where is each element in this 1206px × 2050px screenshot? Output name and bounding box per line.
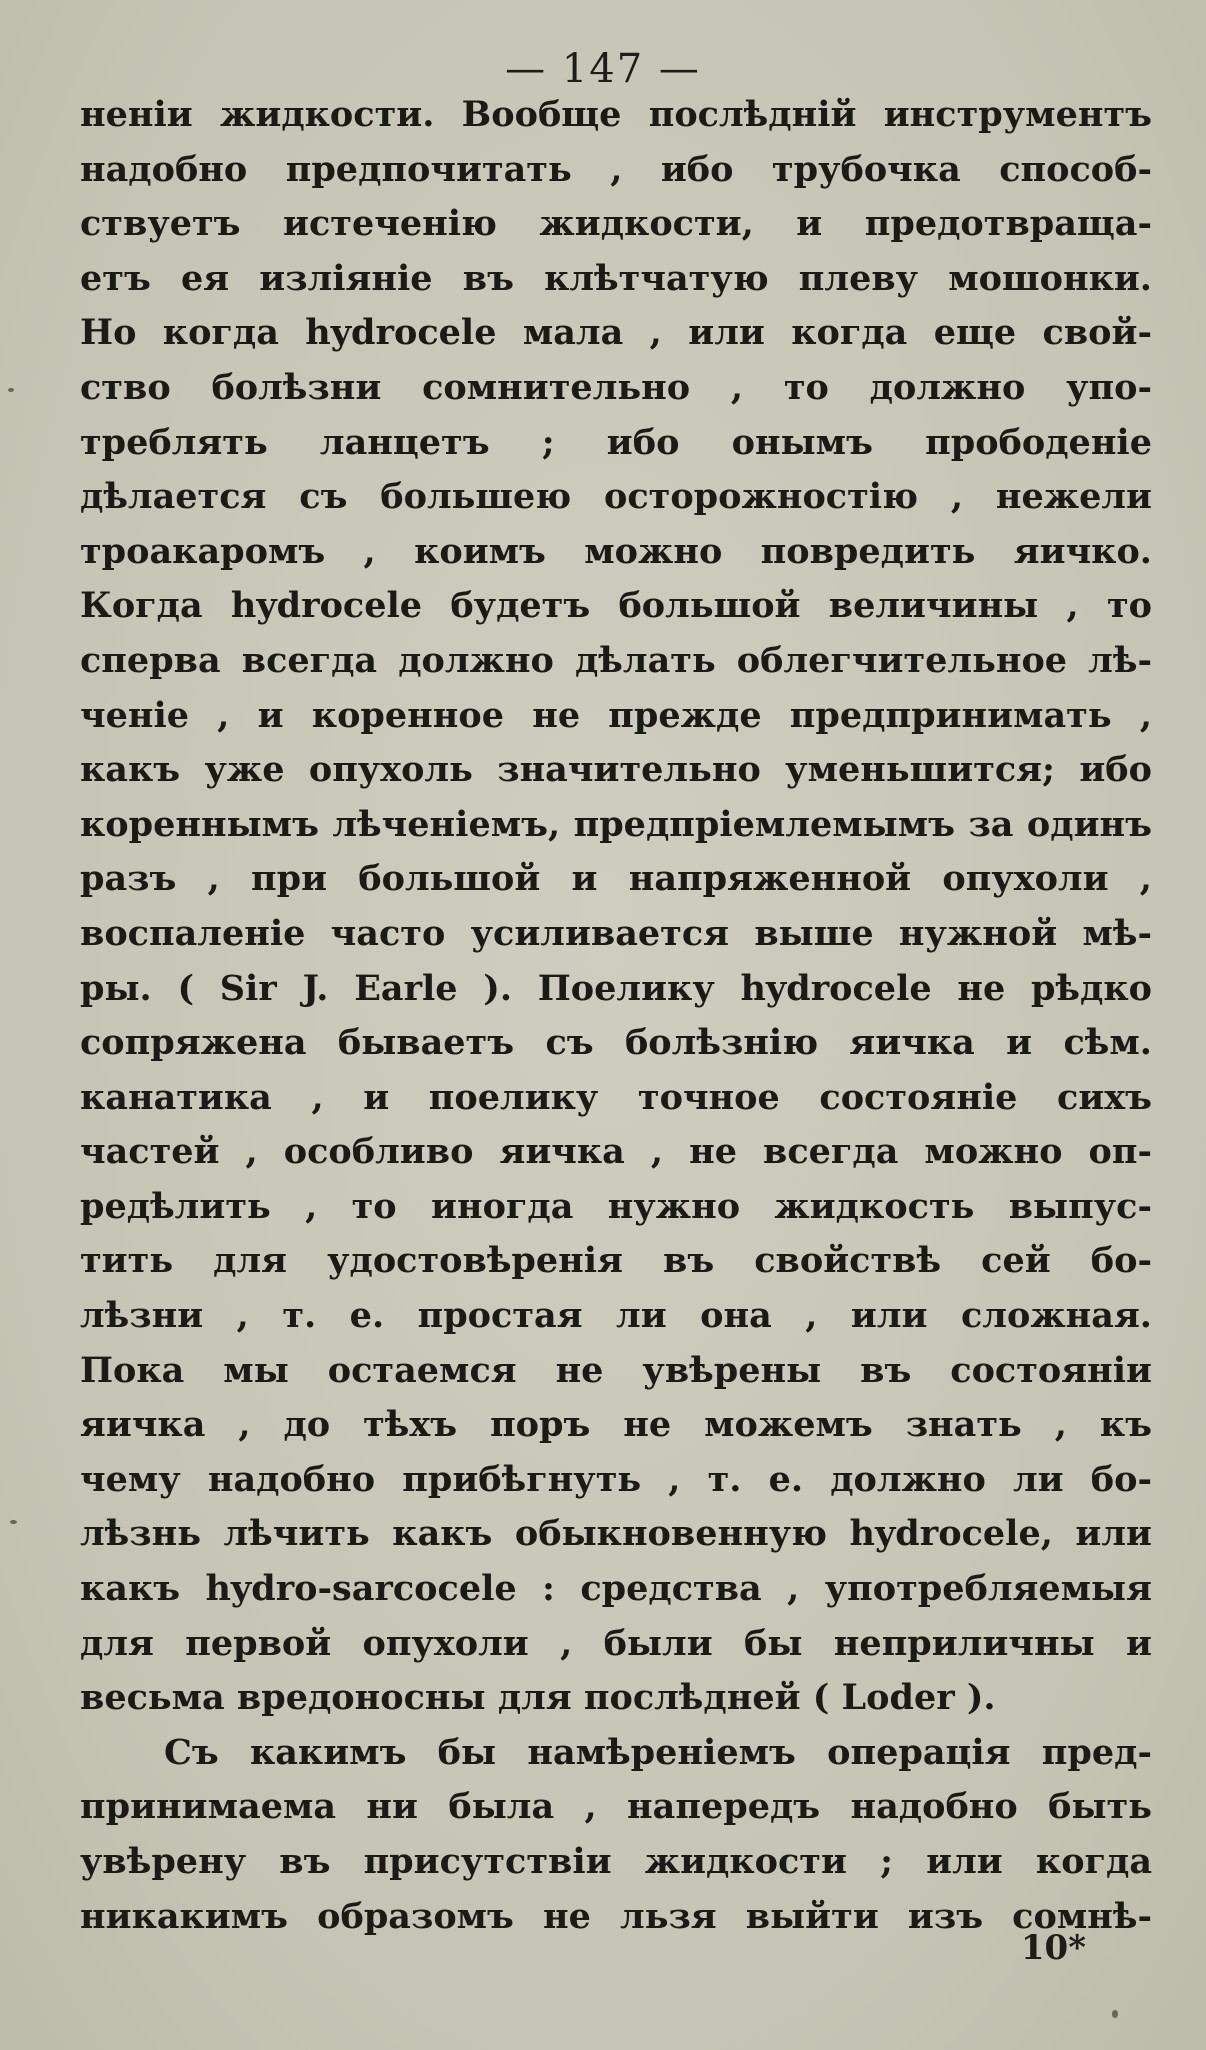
- text-line: троакаромъ , коимъ можно повредить яичко.: [80, 530, 1152, 572]
- text-line: сопряжена бываетъ съ болѣзнію яичка и сѣм.: [80, 1022, 1152, 1064]
- text-line: Пока мы остаемся не увѣрены въ состояніи: [80, 1349, 1152, 1391]
- paragraph-start-line: Съ какимъ бы намѣреніемъ операція пред-: [164, 1731, 1152, 1773]
- text-line: ченіе , и коренное не прежде предпринимать ,: [80, 694, 1152, 736]
- text-line: весьма вредоносны для послѣдней ( Loder ).: [80, 1677, 996, 1719]
- text-line: лѣзни , т. е. простая ли она , или сложная.: [80, 1295, 1152, 1337]
- text-line: сперва всегда должно дѣлать облегчительное лѣ-: [80, 639, 1152, 681]
- ink-speck: [10, 1520, 17, 1524]
- text-line: принимаема ни была , напередъ надобно быть: [80, 1786, 1152, 1828]
- text-line: ры. ( Sir J. Earle ). Поелику hydrocele не рѣдко: [80, 967, 1152, 1009]
- text-line: увѣрену въ присутствіи жидкости ; или когда: [80, 1841, 1152, 1882]
- text-line: чему надобно прибѣгнуть , т. е. должно ли бо-: [80, 1458, 1152, 1500]
- text-line: ство болѣзни сомнительно , то должно упо-: [80, 366, 1152, 408]
- text-line: какъ уже опухоль значительно уменьшится; ибо: [80, 749, 1152, 791]
- text-line: редѣлить , то иногда нужно жидкость выпус-: [80, 1185, 1152, 1227]
- text-line: кореннымъ лѣченіемъ, предпріемлемымъ за одинъ: [80, 803, 1152, 845]
- text-line: лѣзнь лѣчить какъ обыкновенную hydrocele, или: [80, 1513, 1152, 1555]
- page-number: — 147 —: [505, 46, 701, 92]
- signature-mark: 10*: [1020, 1928, 1086, 1968]
- text-line: етъ ея изліяніе въ клѣтчатую плеву мошонки.: [80, 257, 1152, 299]
- text-line: никакимъ образомъ не льзя выйти изъ сомнѣ-: [80, 1895, 1152, 1937]
- text-line: разъ , при большой и напряженной опухоли ,: [80, 858, 1152, 900]
- text-line: дѣлается съ большею осторожностію , нежели: [80, 476, 1152, 518]
- text-line: воспаленіе часто усиливается выше нужной мѣ-: [80, 912, 1152, 954]
- ink-speck: [8, 388, 14, 392]
- text-line: неніи жидкости. Вообще послѣдній инструментъ: [80, 94, 1152, 135]
- body-text: [80, 88, 1152, 1944]
- text-line: тить для удостовѣренія въ свойствѣ сей бо-: [80, 1240, 1152, 1282]
- text-line: надобно предпочитать , ибо трубочка способ-: [80, 148, 1152, 190]
- text-line: канатика , и поелику точное состояніе сихъ: [80, 1076, 1152, 1118]
- text-line: Когда hydrocele будетъ большой величины , то: [80, 585, 1152, 627]
- text-line: для первой опухоли , были бы неприличны и: [80, 1622, 1152, 1664]
- text-line: яичка , до тѣхъ поръ не можемъ знать , къ: [80, 1404, 1152, 1446]
- text-line: ствуетъ истеченію жидкости, и предотвраща-: [80, 203, 1152, 245]
- text-line: частей , особливо яичка , не всегда можно оп-: [80, 1131, 1152, 1173]
- text-line: треблять ланцетъ ; ибо онымъ прободеніе: [80, 421, 1152, 463]
- text-line: Но когда hydrocele мала , или когда еще свой-: [80, 312, 1152, 354]
- text-line: какъ hydro-sarcocele : средства , употребляемыя: [80, 1568, 1152, 1610]
- ink-speck: [1112, 2010, 1118, 2018]
